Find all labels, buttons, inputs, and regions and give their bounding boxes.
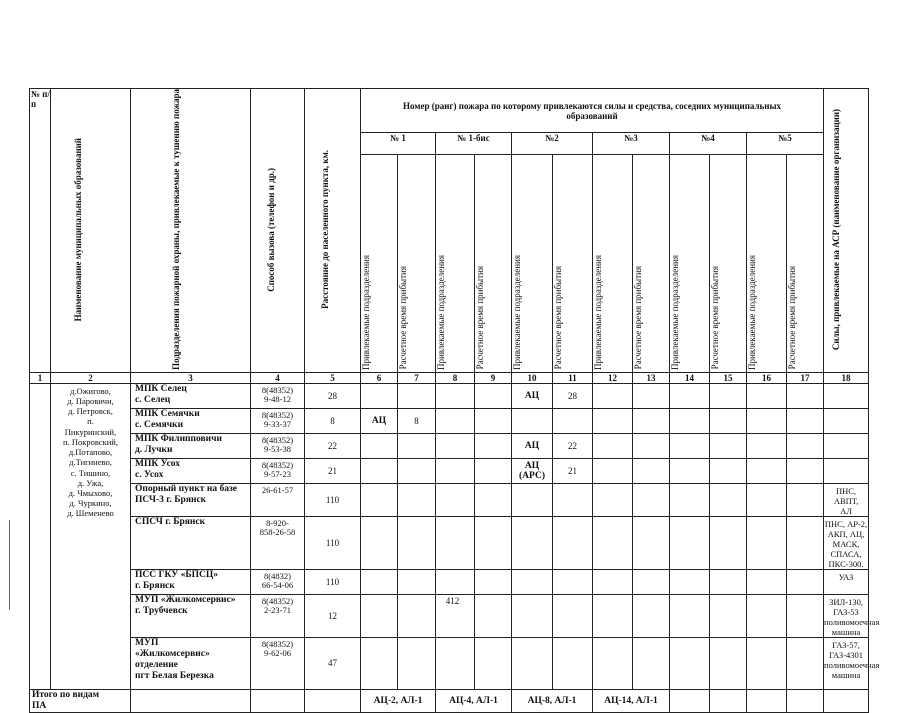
fire-forces-table xyxy=(29,88,880,713)
totals-label-text: Итого по видам ПА xyxy=(32,689,100,711)
col-header-call xyxy=(251,89,305,373)
rank-3-label: №3 xyxy=(624,133,638,144)
table-row xyxy=(30,637,869,689)
empty-cell xyxy=(475,516,512,569)
rank1-time-cell xyxy=(398,637,436,689)
forces-cell: ЗИЛ-130, ГАЗ-53 поливомоечная машина xyxy=(824,594,869,637)
table-row xyxy=(30,569,869,594)
forces-cell: ПНС, АВПТ, АЛ xyxy=(824,483,869,516)
rank2-units-cell xyxy=(512,516,553,569)
rank-2 xyxy=(512,133,593,155)
call-method-cell: 26-61-57 xyxy=(251,483,305,516)
col-number: 15 xyxy=(710,372,747,383)
call-method-cell: 8(4832) 66-54-06 xyxy=(251,569,305,594)
rank1-units-cell xyxy=(361,483,398,516)
empty-cell xyxy=(633,433,670,458)
rank1-units-cell xyxy=(361,458,398,483)
total-rank-2: АЦ-8, АЛ-1 xyxy=(512,689,593,712)
sub-units-label: Привлекаемые подразделения xyxy=(747,254,757,370)
empty-cell xyxy=(787,383,824,408)
empty-cell xyxy=(670,433,710,458)
rank2-time-cell xyxy=(553,408,593,433)
col-number: 16 xyxy=(747,372,787,383)
empty-cell xyxy=(670,483,710,516)
empty-cell xyxy=(593,458,633,483)
forces-cell xyxy=(824,408,869,433)
sub-time-r4 xyxy=(710,155,747,373)
sub-units-r1 xyxy=(361,155,398,373)
distance-cell: 47 xyxy=(305,637,361,689)
empty-cell xyxy=(670,383,710,408)
col-number: 2 xyxy=(51,372,131,383)
distance-cell: 21 xyxy=(305,458,361,483)
column-number-row xyxy=(30,372,869,383)
empty-cell xyxy=(747,433,787,458)
rank1-time-cell xyxy=(398,569,436,594)
empty-cell xyxy=(633,637,670,689)
page-number: 412 xyxy=(445,596,460,606)
col-number: 3 xyxy=(131,372,251,383)
empty-cell xyxy=(593,516,633,569)
empty-cell xyxy=(436,569,475,594)
rank-2-label: №2 xyxy=(545,133,559,144)
empty-cell xyxy=(633,483,670,516)
empty-cell xyxy=(747,637,787,689)
call-method-cell: 8(48352) 9-57-23 xyxy=(251,458,305,483)
unit-name-cell: СПСЧ г. Брянск xyxy=(131,516,251,569)
empty-cell xyxy=(475,408,512,433)
rank-4-label: №4 xyxy=(701,133,715,144)
sub-units-r3 xyxy=(593,155,633,373)
rank1-time-cell: 8 xyxy=(398,408,436,433)
empty-cell xyxy=(436,433,475,458)
col-number: 17 xyxy=(787,372,824,383)
unit-name-cell: МПК Филипповичи д. Лучки xyxy=(131,433,251,458)
col-dist-label: Расстояние до населенного пункта, км. xyxy=(319,150,330,309)
empty-cell xyxy=(475,483,512,516)
empty-cell xyxy=(475,433,512,458)
distance-cell: 110 xyxy=(305,516,361,569)
unit-name-cell: МПК Усох с. Усох xyxy=(131,458,251,483)
rank1-units-cell: АЦ xyxy=(361,408,398,433)
unit-name-cell: МПК Селец с. Селец xyxy=(131,383,251,408)
empty-cell xyxy=(475,637,512,689)
empty-cell xyxy=(787,689,824,712)
sub-units-r4 xyxy=(670,155,710,373)
total-rank-1: АЦ-2, АЛ-1 xyxy=(361,689,436,712)
empty-cell xyxy=(670,569,710,594)
distance-cell: 22 xyxy=(305,433,361,458)
table-row xyxy=(30,433,869,458)
empty-cell xyxy=(787,458,824,483)
empty-cell xyxy=(131,689,251,712)
unit-name-cell: МПК Семячки с. Семячки xyxy=(131,408,251,433)
col-muni-label: Наименование муниципальных образований xyxy=(72,137,83,322)
col-number: 4 xyxy=(251,372,305,383)
empty-cell xyxy=(633,516,670,569)
call-method-cell: 8-920- 858-26-58 xyxy=(251,516,305,569)
empty-cell xyxy=(593,408,633,433)
total-rank-1bis: АЦ-4, АЛ-1 xyxy=(436,689,512,712)
call-method-cell: 8(48352) 9-53-38 xyxy=(251,433,305,458)
unit-name-cell: МУП «Жилкомсервис» отделение пгт Белая Березка xyxy=(131,637,251,689)
empty-cell xyxy=(747,483,787,516)
empty-cell xyxy=(787,637,824,689)
empty-cell xyxy=(710,383,747,408)
col-number: 18 xyxy=(824,372,869,383)
col-forces-label: Силы, привлекаемые на АСР (наименование организации) xyxy=(831,108,842,351)
sub-units-label: Привлекаемые подразделения xyxy=(512,254,522,370)
col-number: 1 xyxy=(30,372,51,383)
empty-cell xyxy=(670,689,710,712)
rank2-units-cell xyxy=(512,637,553,689)
rank-5 xyxy=(747,133,824,155)
rank2-units-cell xyxy=(512,569,553,594)
forces-cell: ГАЗ-57, ГАЗ-4301 поливомоечная машина xyxy=(824,637,869,689)
sub-units-r2 xyxy=(512,155,553,373)
empty-cell xyxy=(593,383,633,408)
table-row xyxy=(30,516,869,569)
empty-cell xyxy=(710,689,747,712)
empty-cell xyxy=(436,383,475,408)
scan-edge-mark xyxy=(9,520,10,610)
col-number: 8 xyxy=(436,372,475,383)
col-number: 11 xyxy=(553,372,593,383)
rank-1 xyxy=(361,133,436,155)
sub-units-r1bis xyxy=(436,155,475,373)
empty-cell xyxy=(251,689,305,712)
table-row xyxy=(30,383,869,408)
unit-name-cell: МУП «Жилкомсервис» г. Трубчевск xyxy=(131,594,251,637)
empty-cell xyxy=(710,408,747,433)
rank-title xyxy=(361,89,824,133)
empty-cell xyxy=(633,408,670,433)
rank2-units-cell: АЦ (АРС) xyxy=(512,458,553,483)
rank2-units-cell: АЦ xyxy=(512,383,553,408)
empty-cell xyxy=(305,689,361,712)
empty-cell xyxy=(710,569,747,594)
empty-cell xyxy=(436,637,475,689)
distance-cell: 110 xyxy=(305,569,361,594)
empty-cell xyxy=(787,433,824,458)
rank2-units-cell xyxy=(512,408,553,433)
rank1-units-cell xyxy=(361,637,398,689)
col-number: 6 xyxy=(361,372,398,383)
empty-cell xyxy=(633,458,670,483)
table-row xyxy=(30,458,869,483)
empty-cell xyxy=(747,516,787,569)
sub-time-r5 xyxy=(787,155,824,373)
sub-time-r2 xyxy=(553,155,593,373)
empty-cell xyxy=(787,483,824,516)
unit-name-cell: ПСС ГКУ «БПСЦ» г. Брянск xyxy=(131,569,251,594)
empty-cell xyxy=(436,483,475,516)
rank-4 xyxy=(670,133,747,155)
rank1-units-cell xyxy=(361,516,398,569)
total-rank-3: АЦ-14, АЛ-1 xyxy=(593,689,670,712)
empty-cell xyxy=(633,569,670,594)
col-number: 5 xyxy=(305,372,361,383)
rank2-time-cell xyxy=(553,637,593,689)
call-method-cell: 8(48352) 2-23-71 xyxy=(251,594,305,637)
empty-cell xyxy=(475,458,512,483)
call-method-cell: 8(48352) 9-62-06 xyxy=(251,637,305,689)
empty-cell xyxy=(747,689,787,712)
empty-cell xyxy=(787,516,824,569)
col-number: 9 xyxy=(475,372,512,383)
col-number: 10 xyxy=(512,372,553,383)
empty-cell xyxy=(747,383,787,408)
forces-cell xyxy=(824,433,869,458)
sub-units-r5 xyxy=(747,155,787,373)
totals-row xyxy=(30,689,869,712)
rank2-time-cell: 28 xyxy=(553,383,593,408)
empty-cell xyxy=(710,433,747,458)
empty-cell xyxy=(593,433,633,458)
distance-cell: 8 xyxy=(305,408,361,433)
table-row xyxy=(30,408,869,433)
col-header-muni xyxy=(51,89,131,373)
empty-cell xyxy=(710,483,747,516)
sub-units-label: Привлекаемые подразделения xyxy=(361,254,371,370)
rank2-units-cell: АЦ xyxy=(512,433,553,458)
col-number: 12 xyxy=(593,372,633,383)
rank1-time-cell xyxy=(398,433,436,458)
rank2-time-cell: 21 xyxy=(553,458,593,483)
table-row xyxy=(30,483,869,516)
rank1-units-cell xyxy=(361,569,398,594)
rank2-time-cell: 22 xyxy=(553,433,593,458)
unit-name-cell: Опорный пункт на базе ПСЧ-3 г. Брянск xyxy=(131,483,251,516)
empty-cell xyxy=(475,569,512,594)
col-header-num xyxy=(30,89,51,373)
sub-time-label: Расчетное время прибытия xyxy=(398,266,408,370)
sub-time-r1bis xyxy=(475,155,512,373)
row-num-cell xyxy=(30,383,51,689)
col-number: 14 xyxy=(670,372,710,383)
rank-5-label: №5 xyxy=(778,133,792,144)
col-header-units xyxy=(131,89,251,373)
empty-cell xyxy=(787,408,824,433)
empty-cell xyxy=(747,569,787,594)
sub-time-label: Расчетное время прибытия xyxy=(710,266,720,370)
rank2-time-cell xyxy=(553,569,593,594)
rank-title-text: Номер (ранг) пожара по которому привлекаются силы и средства, соседних муниципальных образований xyxy=(403,100,781,121)
empty-cell xyxy=(670,408,710,433)
sub-time-label: Расчетное время прибытия xyxy=(787,266,797,370)
distance-cell: 12 xyxy=(305,594,361,637)
totals-label xyxy=(30,689,131,712)
distance-cell: 28 xyxy=(305,383,361,408)
empty-cell xyxy=(710,637,747,689)
empty-cell xyxy=(824,689,869,712)
empty-cell xyxy=(670,637,710,689)
forces-cell: УАЗ xyxy=(824,569,869,594)
forces-cell: ПНС, АР-2, АКП, АЦ, МАСК, СПАСА, ПКС-300. xyxy=(824,516,869,569)
sub-units-label: Привлекаемые подразделения xyxy=(670,254,680,370)
col-header-dist xyxy=(305,89,361,373)
call-method-cell: 8(48352) 9-33-37 xyxy=(251,408,305,433)
sub-time-label: Расчетное время прибытия xyxy=(475,266,485,370)
sub-time-label: Расчетное время прибытия xyxy=(553,266,563,370)
col-number: 13 xyxy=(633,372,670,383)
rank-1-label: № 1 xyxy=(390,133,406,144)
col-number: 7 xyxy=(398,372,436,383)
empty-cell xyxy=(436,458,475,483)
rank1-time-cell xyxy=(398,458,436,483)
sub-time-label: Расчетное время прибытия xyxy=(633,266,643,370)
empty-cell xyxy=(436,408,475,433)
empty-cell xyxy=(747,458,787,483)
empty-cell xyxy=(670,516,710,569)
rank-1bis-label: № 1-бис xyxy=(457,133,490,144)
sub-units-label: Привлекаемые подразделения xyxy=(593,254,603,370)
distance-cell: 110 xyxy=(305,483,361,516)
col-header-forces xyxy=(824,89,869,373)
empty-cell xyxy=(633,383,670,408)
col-units-label: Подразделения пожарной охраны, привлекаемые к тушению пожара xyxy=(170,89,181,370)
rank1-time-cell xyxy=(398,483,436,516)
empty-cell xyxy=(670,458,710,483)
rank-3 xyxy=(593,133,670,155)
rank1-units-cell xyxy=(361,433,398,458)
empty-cell xyxy=(593,569,633,594)
empty-cell xyxy=(710,458,747,483)
forces-cell xyxy=(824,458,869,483)
rank2-time-cell xyxy=(553,516,593,569)
col-num-label: № п/п xyxy=(31,89,50,109)
forces-cell xyxy=(824,383,869,408)
sub-time-r3 xyxy=(633,155,670,373)
empty-cell xyxy=(593,637,633,689)
empty-cell xyxy=(710,516,747,569)
sub-units-label: Привлекаемые подразделения xyxy=(436,254,446,370)
empty-cell xyxy=(593,483,633,516)
municipalities-cell: д.Ожигово, д. Паровичи, д. Петровск, п. Пикуринский, п. Покровский, д.Потапово, д.Тигинево, с. Тишино, д. Ужа, д. Чмыхово, д. Чуркино, д. Шеменево xyxy=(51,383,131,689)
empty-cell xyxy=(436,516,475,569)
empty-cell xyxy=(787,569,824,594)
rank1-time-cell xyxy=(398,516,436,569)
empty-cell xyxy=(475,383,512,408)
col-call-label: Способ вызова (телефон и др.) xyxy=(265,167,276,292)
rank-1bis xyxy=(436,133,512,155)
rank1-time-cell xyxy=(398,383,436,408)
rank2-units-cell xyxy=(512,483,553,516)
rank2-time-cell xyxy=(553,483,593,516)
empty-cell xyxy=(747,408,787,433)
rank1-units-cell xyxy=(361,383,398,408)
sub-time-r1 xyxy=(398,155,436,373)
call-method-cell: 8(48352) 9-48-12 xyxy=(251,383,305,408)
